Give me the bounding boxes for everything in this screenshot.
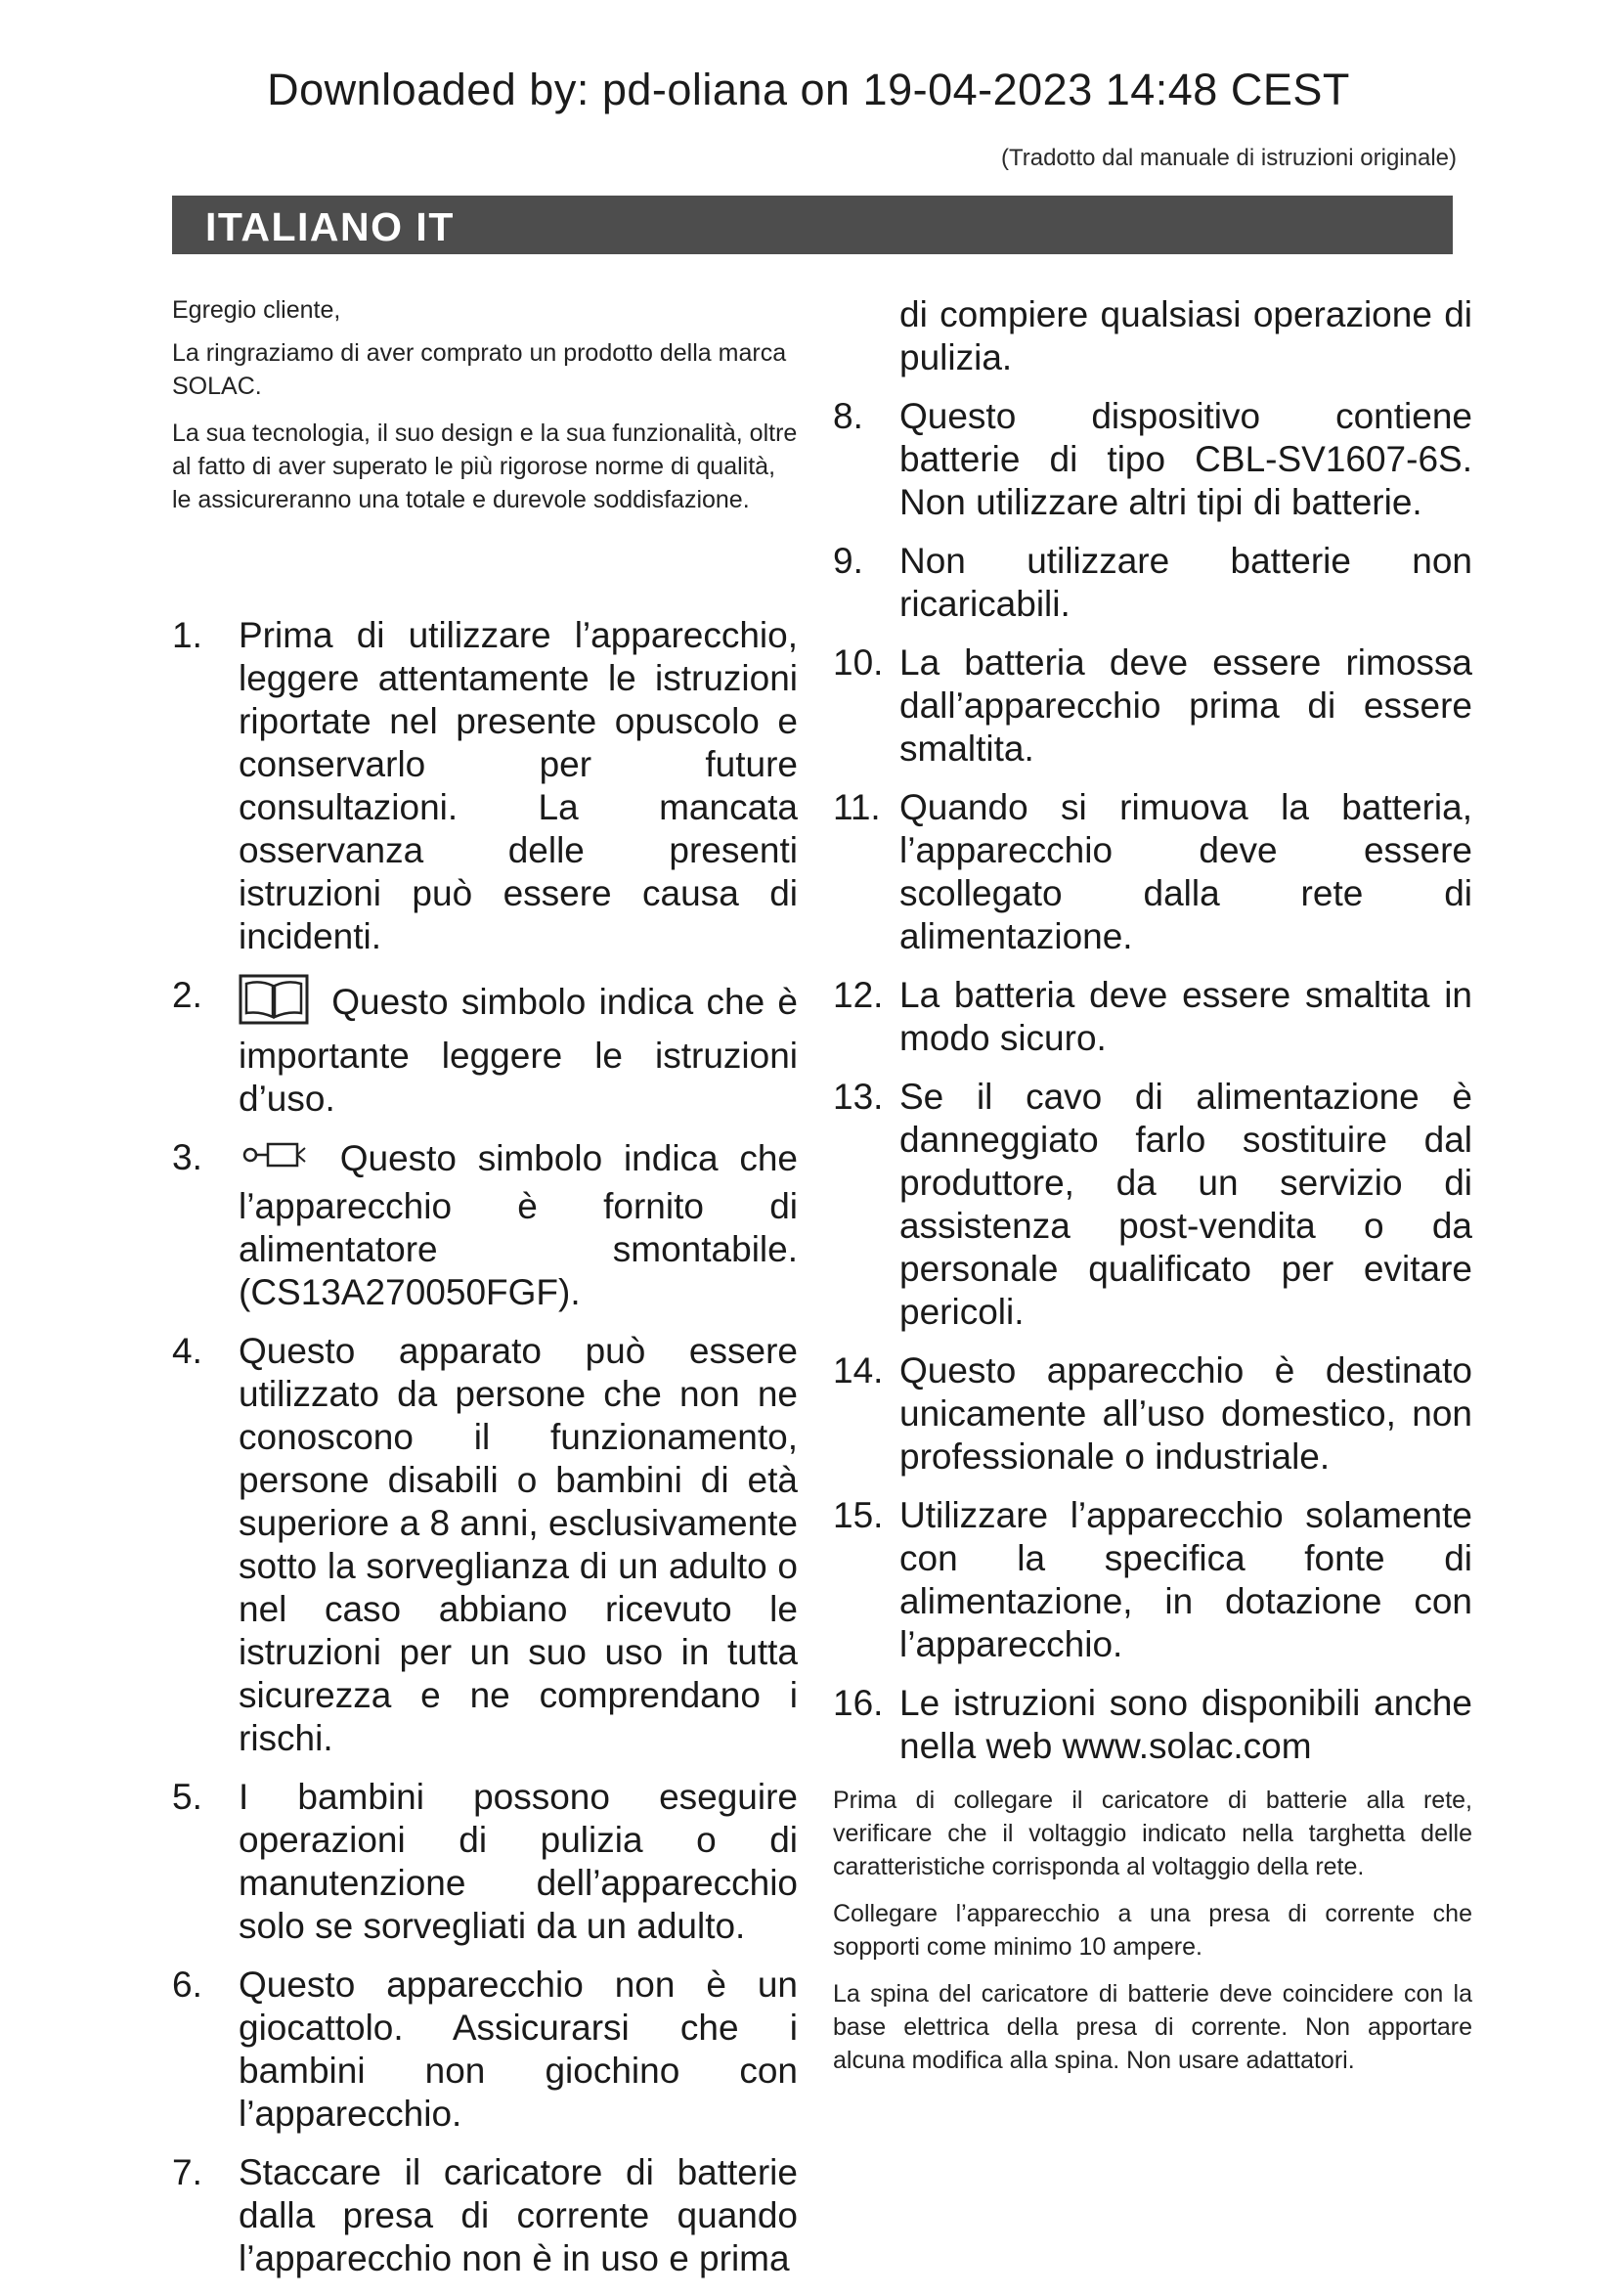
list-number: 6. [172, 1965, 202, 2005]
list-text: Non utilizzare batterie non ricaricabili. [899, 541, 1472, 624]
list-item [172, 1330, 798, 1760]
list-number: 15. [833, 1495, 884, 1535]
list-number: 1. [172, 615, 202, 655]
greeting: Egregio cliente, [172, 296, 341, 324]
intro [172, 293, 798, 516]
note-paragraph: Prima di collegare il caricatore di batterie alla rete, verificare che il voltaggio indicato nella targhetta delle caratteristiche corrisponda al voltaggio della rete. [833, 1787, 1472, 1880]
list-item [172, 1136, 798, 1314]
book-icon [239, 974, 309, 1035]
list-text: di compiere qualsiasi operazione di pulizia. [899, 294, 1472, 377]
list-item [833, 395, 1472, 524]
list-text: Quando si rimuova la batteria, l’apparecchio deve essere scollegato dalla rete di alimentazione. [899, 787, 1472, 956]
list-text: Utilizzare l’apparecchio solamente con la specifica fonte di alimentazione, in dotazione con l’apparecchio. [899, 1495, 1472, 1664]
list-number: 14. [833, 1350, 884, 1391]
list-item [833, 786, 1472, 958]
list-number: 16. [833, 1683, 884, 1723]
list-item [833, 1682, 1472, 1768]
list-number: 13. [833, 1077, 884, 1117]
list-text: Prima di utilizzare l’apparecchio, leggere attentamente le istruzioni riportate nel presente opuscolo e conservarlo per future consultazioni. La mancata osservanza delle presenti istruzioni può essere causa di incidenti. [239, 615, 798, 956]
download-notice: Downloaded by: pd-oliana on 19-04-2023 14:48 CEST [267, 65, 1350, 114]
list-item [833, 1494, 1472, 1666]
list-number: 2. [172, 975, 202, 1015]
list-item [172, 1964, 798, 2136]
list-item [833, 540, 1472, 626]
list-item [172, 2151, 798, 2280]
warnings-list-continued [833, 293, 1472, 1768]
list-number: 7. [172, 2152, 202, 2192]
left-column [172, 293, 798, 2296]
list-number: 9. [833, 541, 863, 581]
language-section-header: ITALIANO IT [172, 196, 1453, 254]
intro-paragraph: La sua tecnologia, il suo design e la sua funzionalità, oltre al fatto di aver superato le più rigorose norme di qualità, le assicureranno una totale e durevole soddisfazione. [172, 419, 798, 513]
list-number: 4. [172, 1331, 202, 1371]
note-paragraph: Collegare l’apparecchio a una presa di corrente che sopporti come minimo 10 ampere. [833, 1900, 1472, 1961]
list-number: 10. [833, 642, 884, 683]
note-paragraph: La spina del caricatore di batterie deve coincidere con la base elettrica della presa di corrente. Non apportare alcuna modifica alla spina. Non usare adattatori. [833, 1980, 1472, 2074]
list-text: Questo simbolo indica che è importante leggere le istruzioni d’uso. [239, 981, 799, 1119]
list-text: La batteria deve essere smaltita in modo sicuro. [899, 975, 1472, 1058]
list-item [172, 974, 798, 1121]
list-text: Questo apparecchio non è un giocattolo. Assicurarsi che i bambini non giochino con l’apparecchio. [239, 1965, 798, 2134]
list-text: Questo simbolo indica che l’apparecchio è fornito di alimentatore smontabile. (CS13A270050FGF). [239, 1137, 798, 1312]
translation-note: (Tradotto dal manuale di istruzioni originale) [1000, 145, 1457, 171]
list-item [833, 974, 1472, 1060]
list-number: 5. [172, 1777, 202, 1817]
list-text: Staccare il caricatore di batterie dalla presa di corrente quando l’apparecchio non è in uso e prima [239, 2152, 798, 2278]
list-item [172, 614, 798, 958]
list-number: 8. [833, 396, 863, 436]
list-text: Se il cavo di alimentazione è danneggiato farlo sostituire dal produttore, da un servizio di assistenza post-vendita o da personale qualificato per evitare pericoli. [899, 1077, 1472, 1332]
list-text: La batteria deve essere rimossa dall’apparecchio prima di essere smaltita. [899, 642, 1472, 769]
detachable-power-supply-icon [239, 1136, 309, 1185]
list-number: 12. [833, 975, 884, 1015]
list-text: I bambini possono eseguire operazioni di pulizia o di manutenzione dell’apparecchio solo se sorvegliati da un adulto. [239, 1777, 798, 1946]
list-text: Questo apparato può essere utilizzato da persone che non ne conoscono il funzionamento, persone disabili o bambini di età superiore a 8 anni, esclusivamente sotto la sorveglianza di un adulto o nel caso abbiano ricevuto le istruzioni per un suo uso in tutta sicurezza e ne comprendano i rischi. [239, 1331, 798, 1758]
notes [833, 1784, 1472, 2077]
warnings-list [172, 614, 798, 2280]
intro-paragraph: La ringraziamo di aver comprato un prodotto della marca SOLAC. [172, 339, 787, 400]
list-item [833, 641, 1472, 771]
list-item [833, 1076, 1472, 1334]
list-text: Questo dispositivo contiene batterie di tipo CBL-SV1607-6S. Non utilizzare altri tipi di batterie. [899, 396, 1472, 522]
list-number: 3. [172, 1137, 202, 1177]
list-text: Le istruzioni sono disponibili anche nella web www.solac.com [899, 1683, 1472, 1766]
list-number: 11. [833, 787, 881, 827]
right-column [833, 293, 1472, 2091]
list-item [833, 1349, 1472, 1479]
list-item-continuation [833, 293, 1472, 379]
list-item [172, 1776, 798, 1948]
list-text: Questo apparecchio è destinato unicamente all’uso domestico, non professionale o industriale. [899, 1350, 1472, 1477]
